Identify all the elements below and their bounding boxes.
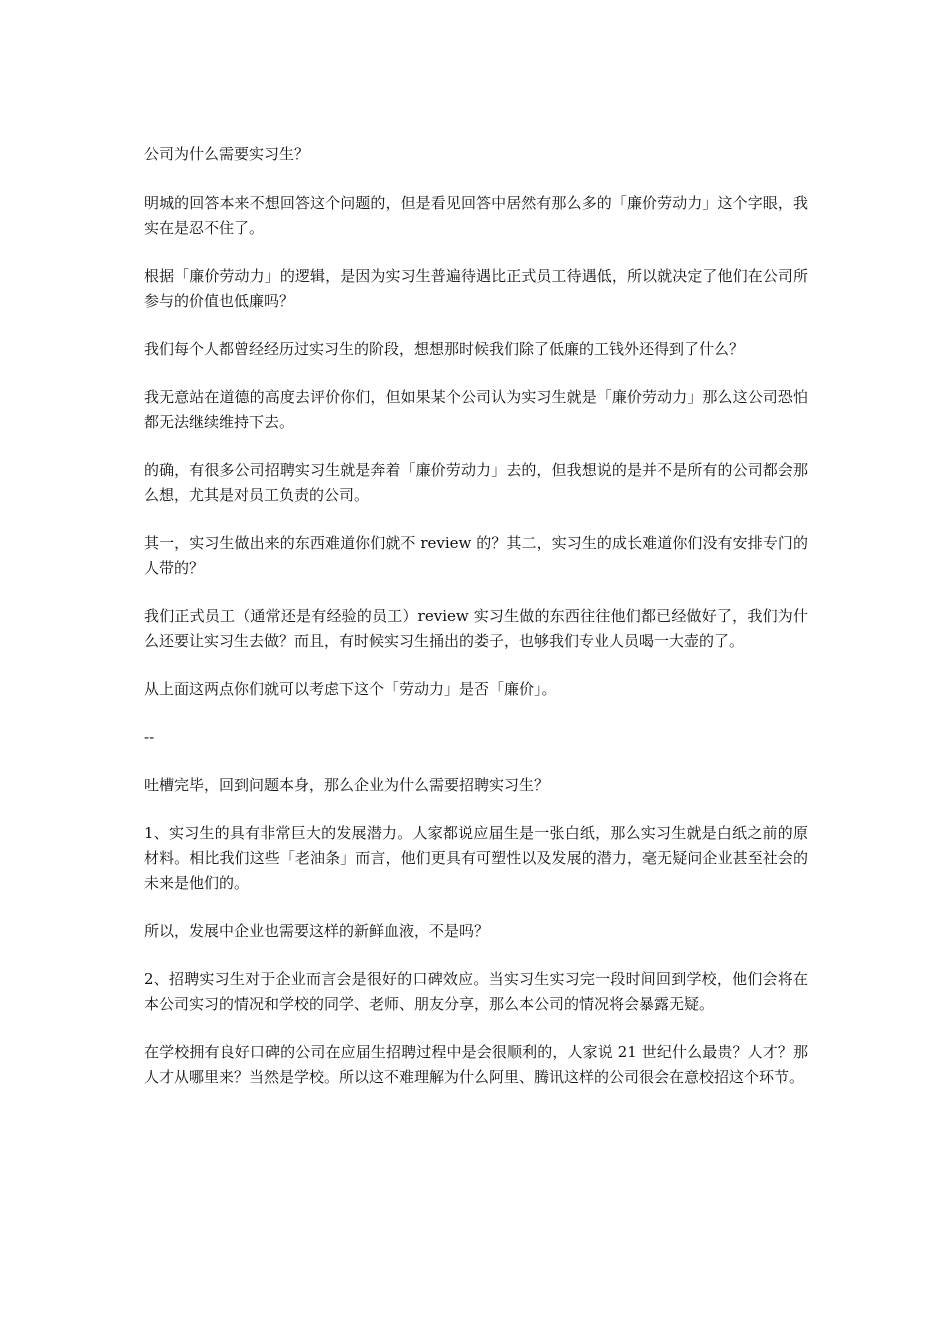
paragraph-back-to-topic: 吐槽完毕，回到问题本身，那么企业为什么需要招聘实习生？ [144,776,550,794]
document-body [144,142,808,1113]
paragraph-companies: 的确，有很多公司招聘实习生就是奔着「廉价劳动力」去的，但我想说的是并不是所有的公司都会那么想，尤其是对员工负责的公司。 [144,461,808,504]
paragraph-review-question: 其一，实习生做出来的东西难道你们就不 review 的？其二，实习生的成长难道你们没有安排专门的人带的？ [144,534,808,577]
paragraph-logic: 根据「廉价劳动力」的逻辑，是因为实习生普遍待遇比正式员工待遇低，所以就决定了他们在公司所参与的价值也低廉吗？ [144,267,808,310]
paragraph-point-2: 2、招聘实习生对于企业而言会是很好的口碑效应。当实习生实习完一段时间回到学校，他们会将在本公司实习的情况和学校的同学、老师、朋友分享，那么本公司的情况将会暴露无疑。 [144,970,808,1013]
paragraph-intro: 明城的回答本来不想回答这个问题的，但是看见回答中居然有那么多的「廉价劳动力」这个字眼，我实在是忍不住了。 [144,194,808,237]
paragraph-moral: 我无意站在道德的高度去评价你们，但如果某个公司认为实习生就是「廉价劳动力」那么这公司恐怕都无法继续维持下去。 [144,388,808,431]
section-separator: -- [144,728,155,746]
document-question-title: 公司为什么需要实习生？ [144,145,310,163]
paragraph-point-1-followup: 所以，发展中企业也需要这样的新鲜血液，不是吗？ [144,922,490,940]
paragraph-review-detail: 我们正式员工（通常还是有经验的员工）review 实习生做的东西往往他们都已经做好了，我们为什么还要让实习生去做？而且，有时候实习生捅出的娄子，也够我们专业人员喝一大壶的了。 [144,607,808,650]
paragraph-point-2-followup: 在学校拥有良好口碑的公司在应届生招聘过程中是会很顺利的，人家说 21 世纪什么最贵？人才？那人才从哪里来？当然是学校。所以这不难理解为什么阿里、腾讯这样的公司很会在意校招这个环节。 [144,1043,808,1086]
paragraph-experience: 我们每个人都曾经经历过实习生的阶段，想想那时候我们除了低廉的工钱外还得到了什么？ [144,340,745,358]
paragraph-conclusion: 从上面这两点你们就可以考虑下这个「劳动力」是否「廉价」。 [144,680,557,698]
paragraph-point-1: 1、实习生的具有非常巨大的发展潜力。人家都说应届生是一张白纸，那么实习生就是白纸之前的原材料。相比我们这些「老油条」而言，他们更具有可塑性以及发展的潜力，毫无疑问企业甚至社会的未来是他们的。 [144,824,808,892]
